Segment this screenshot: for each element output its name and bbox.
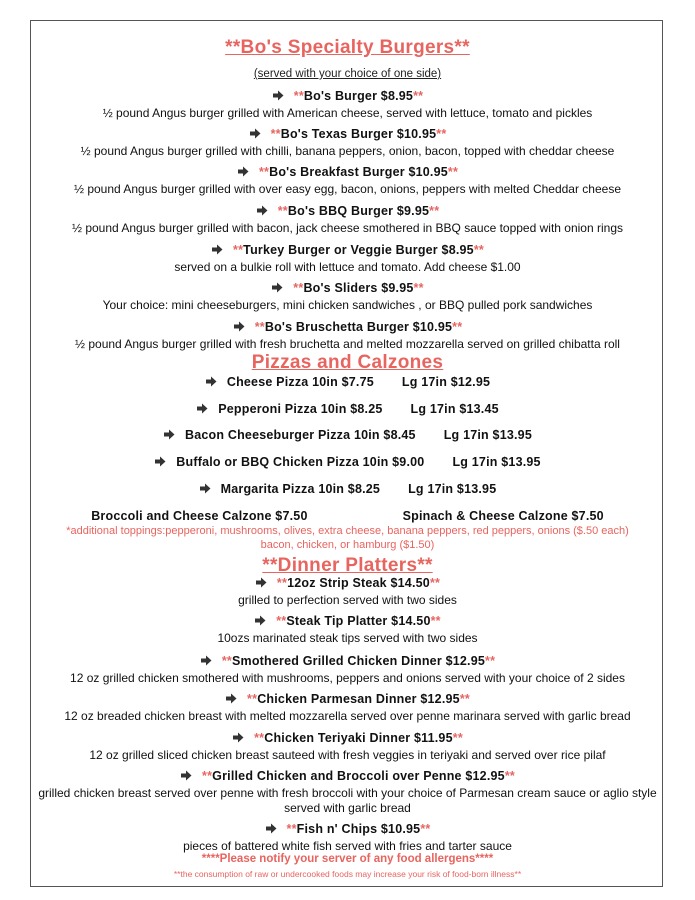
star-mark: ** xyxy=(286,822,297,836)
arrow-icon xyxy=(199,482,221,496)
star-mark: ** xyxy=(276,576,288,590)
item-title: Bo's BBQ Burger $9.95 xyxy=(287,204,430,218)
arrow-icon xyxy=(255,576,277,590)
dinner-item-desc: grilled chicken breast served over penne with fresh broccoli with your choice of Parmesan cream sauce or aglio style xyxy=(38,786,657,800)
arrow-icon xyxy=(256,204,278,218)
star-mark: ** xyxy=(254,320,265,334)
star-mark: ** xyxy=(459,692,470,706)
calzone-broccoli: Broccoli and Cheese Calzone $7.50 xyxy=(91,509,308,523)
arrow-icon xyxy=(254,614,276,628)
pizza-large-price: Lg 17in $13.95 xyxy=(408,482,497,496)
toppings-note-cont: bacon, chicken, or hamburg ($1.50) xyxy=(260,539,435,551)
dinner-item-title xyxy=(0,654,695,668)
pizza-item xyxy=(0,375,695,389)
burger-item-title xyxy=(0,204,695,218)
dinner-item-title xyxy=(0,576,695,590)
burger-item-desc: ½ pound Angus burger grilled with over easy egg, bacon, onions, peppers with melted Cheddar cheese xyxy=(73,182,621,196)
burgers-subheading: (served with your choice of one side) xyxy=(253,68,442,80)
calzone-row xyxy=(0,509,695,523)
burger-item-title xyxy=(0,127,695,141)
burger-item-desc: ½ pound Angus burger grilled with bacon, jack cheese smothered in BBQ sauce topped with onion rings xyxy=(71,221,623,235)
item-title: Chicken Parmesan Dinner $12.95 xyxy=(257,692,460,706)
dinner-item-title xyxy=(0,731,695,745)
dinner-item-desc: served with garlic bread xyxy=(284,801,411,815)
dinner-item-desc: 12 oz grilled chicken smothered with mushrooms, peppers and onions served with your choice of 2 sides xyxy=(70,671,625,685)
arrow-icon xyxy=(272,89,294,103)
star-mark: ** xyxy=(504,769,515,783)
arrow-icon xyxy=(196,402,218,416)
dinner-item-title xyxy=(0,822,695,836)
arrow-icon xyxy=(265,822,287,836)
arrow-icon xyxy=(200,654,222,668)
item-title: Steak Tip Platter $14.50 xyxy=(286,614,431,628)
star-mark: ** xyxy=(293,281,304,295)
star-mark: ** xyxy=(270,127,281,141)
burger-item-desc: Your choice: mini cheeseburgers, mini chicken sandwiches , or BBQ pulled pork sandwiches xyxy=(102,298,593,312)
item-title: Bo's Breakfast Burger $10.95 xyxy=(269,165,448,179)
star-mark: ** xyxy=(429,576,441,590)
item-title: Fish n' Chips $10.95 xyxy=(296,822,421,836)
pizzas-heading: Pizzas and Calzones xyxy=(251,352,444,373)
pizza-small-price: Buffalo or BBQ Chicken Pizza 10in $9.00 xyxy=(176,455,425,469)
star-mark: ** xyxy=(254,731,265,745)
star-mark: ** xyxy=(413,281,424,295)
pizza-small-price: Cheese Pizza 10in $7.75 xyxy=(226,375,374,389)
star-mark: ** xyxy=(452,320,463,334)
burger-item-title xyxy=(0,89,695,103)
item-title: Chicken Teriyaki Dinner $11.95 xyxy=(264,731,453,745)
arrow-icon xyxy=(205,375,227,389)
arrow-icon xyxy=(180,769,202,783)
allergy-notice: ****Please notify your server of any food allergens**** xyxy=(201,853,494,865)
dinner-item-desc: pieces of battered white fish served with fries and tarter sauce xyxy=(183,839,512,853)
star-mark: ** xyxy=(473,243,484,257)
star-mark: ** xyxy=(420,822,431,836)
pizza-large-price: Lg 17in $13.45 xyxy=(410,402,499,416)
star-mark: ** xyxy=(258,165,270,179)
dinner-item-desc: grilled to perfection served with two sides xyxy=(238,593,457,607)
burger-item-title xyxy=(0,281,695,295)
arrow-icon xyxy=(211,243,233,257)
pizza-item xyxy=(0,482,695,496)
item-title: Bo's Sliders $9.95 xyxy=(303,281,414,295)
star-mark: ** xyxy=(413,89,424,103)
dinner-item-desc: 12 oz grilled sliced chicken breast sauteed with fresh veggies in teriyaki and served over rice pilaf xyxy=(89,748,606,762)
star-mark: ** xyxy=(452,731,463,745)
dinner-item-title xyxy=(0,614,695,628)
arrow-icon xyxy=(232,731,254,745)
dinner-item-desc: 12 oz breaded chicken breast with melted mozzarella served over penne marinara served with garlic bread xyxy=(64,709,631,723)
burgers-heading: **Bo's Specialty Burgers** xyxy=(225,37,470,58)
item-title: Bo's Bruschetta Burger $10.95 xyxy=(264,320,453,334)
pizza-item xyxy=(0,428,695,442)
star-mark: ** xyxy=(202,769,213,783)
star-mark: ** xyxy=(430,614,441,628)
star-mark: ** xyxy=(436,127,447,141)
arrow-icon xyxy=(163,428,185,442)
dinner-item-title xyxy=(0,692,695,706)
calzone-spinach: Spinach & Cheese Calzone $7.50 xyxy=(402,509,604,523)
star-mark: ** xyxy=(429,204,440,218)
pizza-large-price: Lg 17in $13.95 xyxy=(443,428,532,442)
star-mark: ** xyxy=(221,654,232,668)
dinner-item-desc: 10ozs marinated steak tips served with two sides xyxy=(217,631,478,645)
arrow-icon xyxy=(237,165,259,179)
star-mark: ** xyxy=(447,165,459,179)
burger-item-title xyxy=(0,243,695,257)
food-safety-warning: **the consumption of raw or undercooked foods may increase your risk of food-born illness** xyxy=(173,869,522,879)
arrow-icon xyxy=(271,281,293,295)
item-title: Bo's Burger $8.95 xyxy=(303,89,414,103)
pizza-small-price: Bacon Cheeseburger Pizza 10in $8.45 xyxy=(185,428,416,442)
toppings-note: *additional toppings:pepperoni, mushrooms, olives, extra cheese, banana peppers, red peppers, onions ($.50 each) xyxy=(66,525,629,537)
item-title: 12oz Strip Steak $14.50 xyxy=(287,576,430,590)
arrow-icon xyxy=(233,320,255,334)
pizza-item xyxy=(0,455,695,469)
item-title: Smothered Grilled Chicken Dinner $12.95 xyxy=(231,654,486,668)
arrow-icon xyxy=(154,455,176,469)
pizza-item xyxy=(0,402,695,416)
star-mark: ** xyxy=(293,89,304,103)
arrow-icon xyxy=(225,692,247,706)
dinner-heading: **Dinner Platters** xyxy=(262,555,433,576)
pizza-large-price: Lg 17in $12.95 xyxy=(401,375,491,389)
star-mark: ** xyxy=(485,654,496,668)
dinner-item-title xyxy=(0,769,695,783)
star-mark: ** xyxy=(233,243,244,257)
pizza-small-price: Pepperoni Pizza 10in $8.25 xyxy=(218,402,383,416)
pizza-large-price: Lg 17in $13.95 xyxy=(452,455,541,469)
burger-item-desc: ½ pound Angus burger grilled with American cheese, served with lettuce, tomato and pickles xyxy=(102,106,593,120)
item-title: Turkey Burger or Veggie Burger $8.95 xyxy=(243,243,474,257)
arrow-icon xyxy=(249,127,271,141)
star-mark: ** xyxy=(247,692,258,706)
burger-item-desc: ½ pound Angus burger grilled with chilli, banana peppers, onion, bacon, topped with cheddar cheese xyxy=(80,144,615,158)
item-title: Grilled Chicken and Broccoli over Penne $12.95 xyxy=(212,769,505,783)
burger-item-title xyxy=(0,165,695,179)
star-mark: ** xyxy=(276,614,287,628)
pizza-small-price: Margarita Pizza 10in $8.25 xyxy=(220,482,381,496)
burger-item-desc: served on a bulkie roll with lettuce and tomato. Add cheese $1.00 xyxy=(174,260,521,274)
item-title: Bo's Texas Burger $10.95 xyxy=(280,127,437,141)
star-mark: ** xyxy=(277,204,288,218)
burger-item-title xyxy=(0,320,695,334)
burger-item-desc: ½ pound Angus burger grilled with fresh bruchetta and melted mozzarella served on grilled chibatta roll xyxy=(75,337,620,351)
